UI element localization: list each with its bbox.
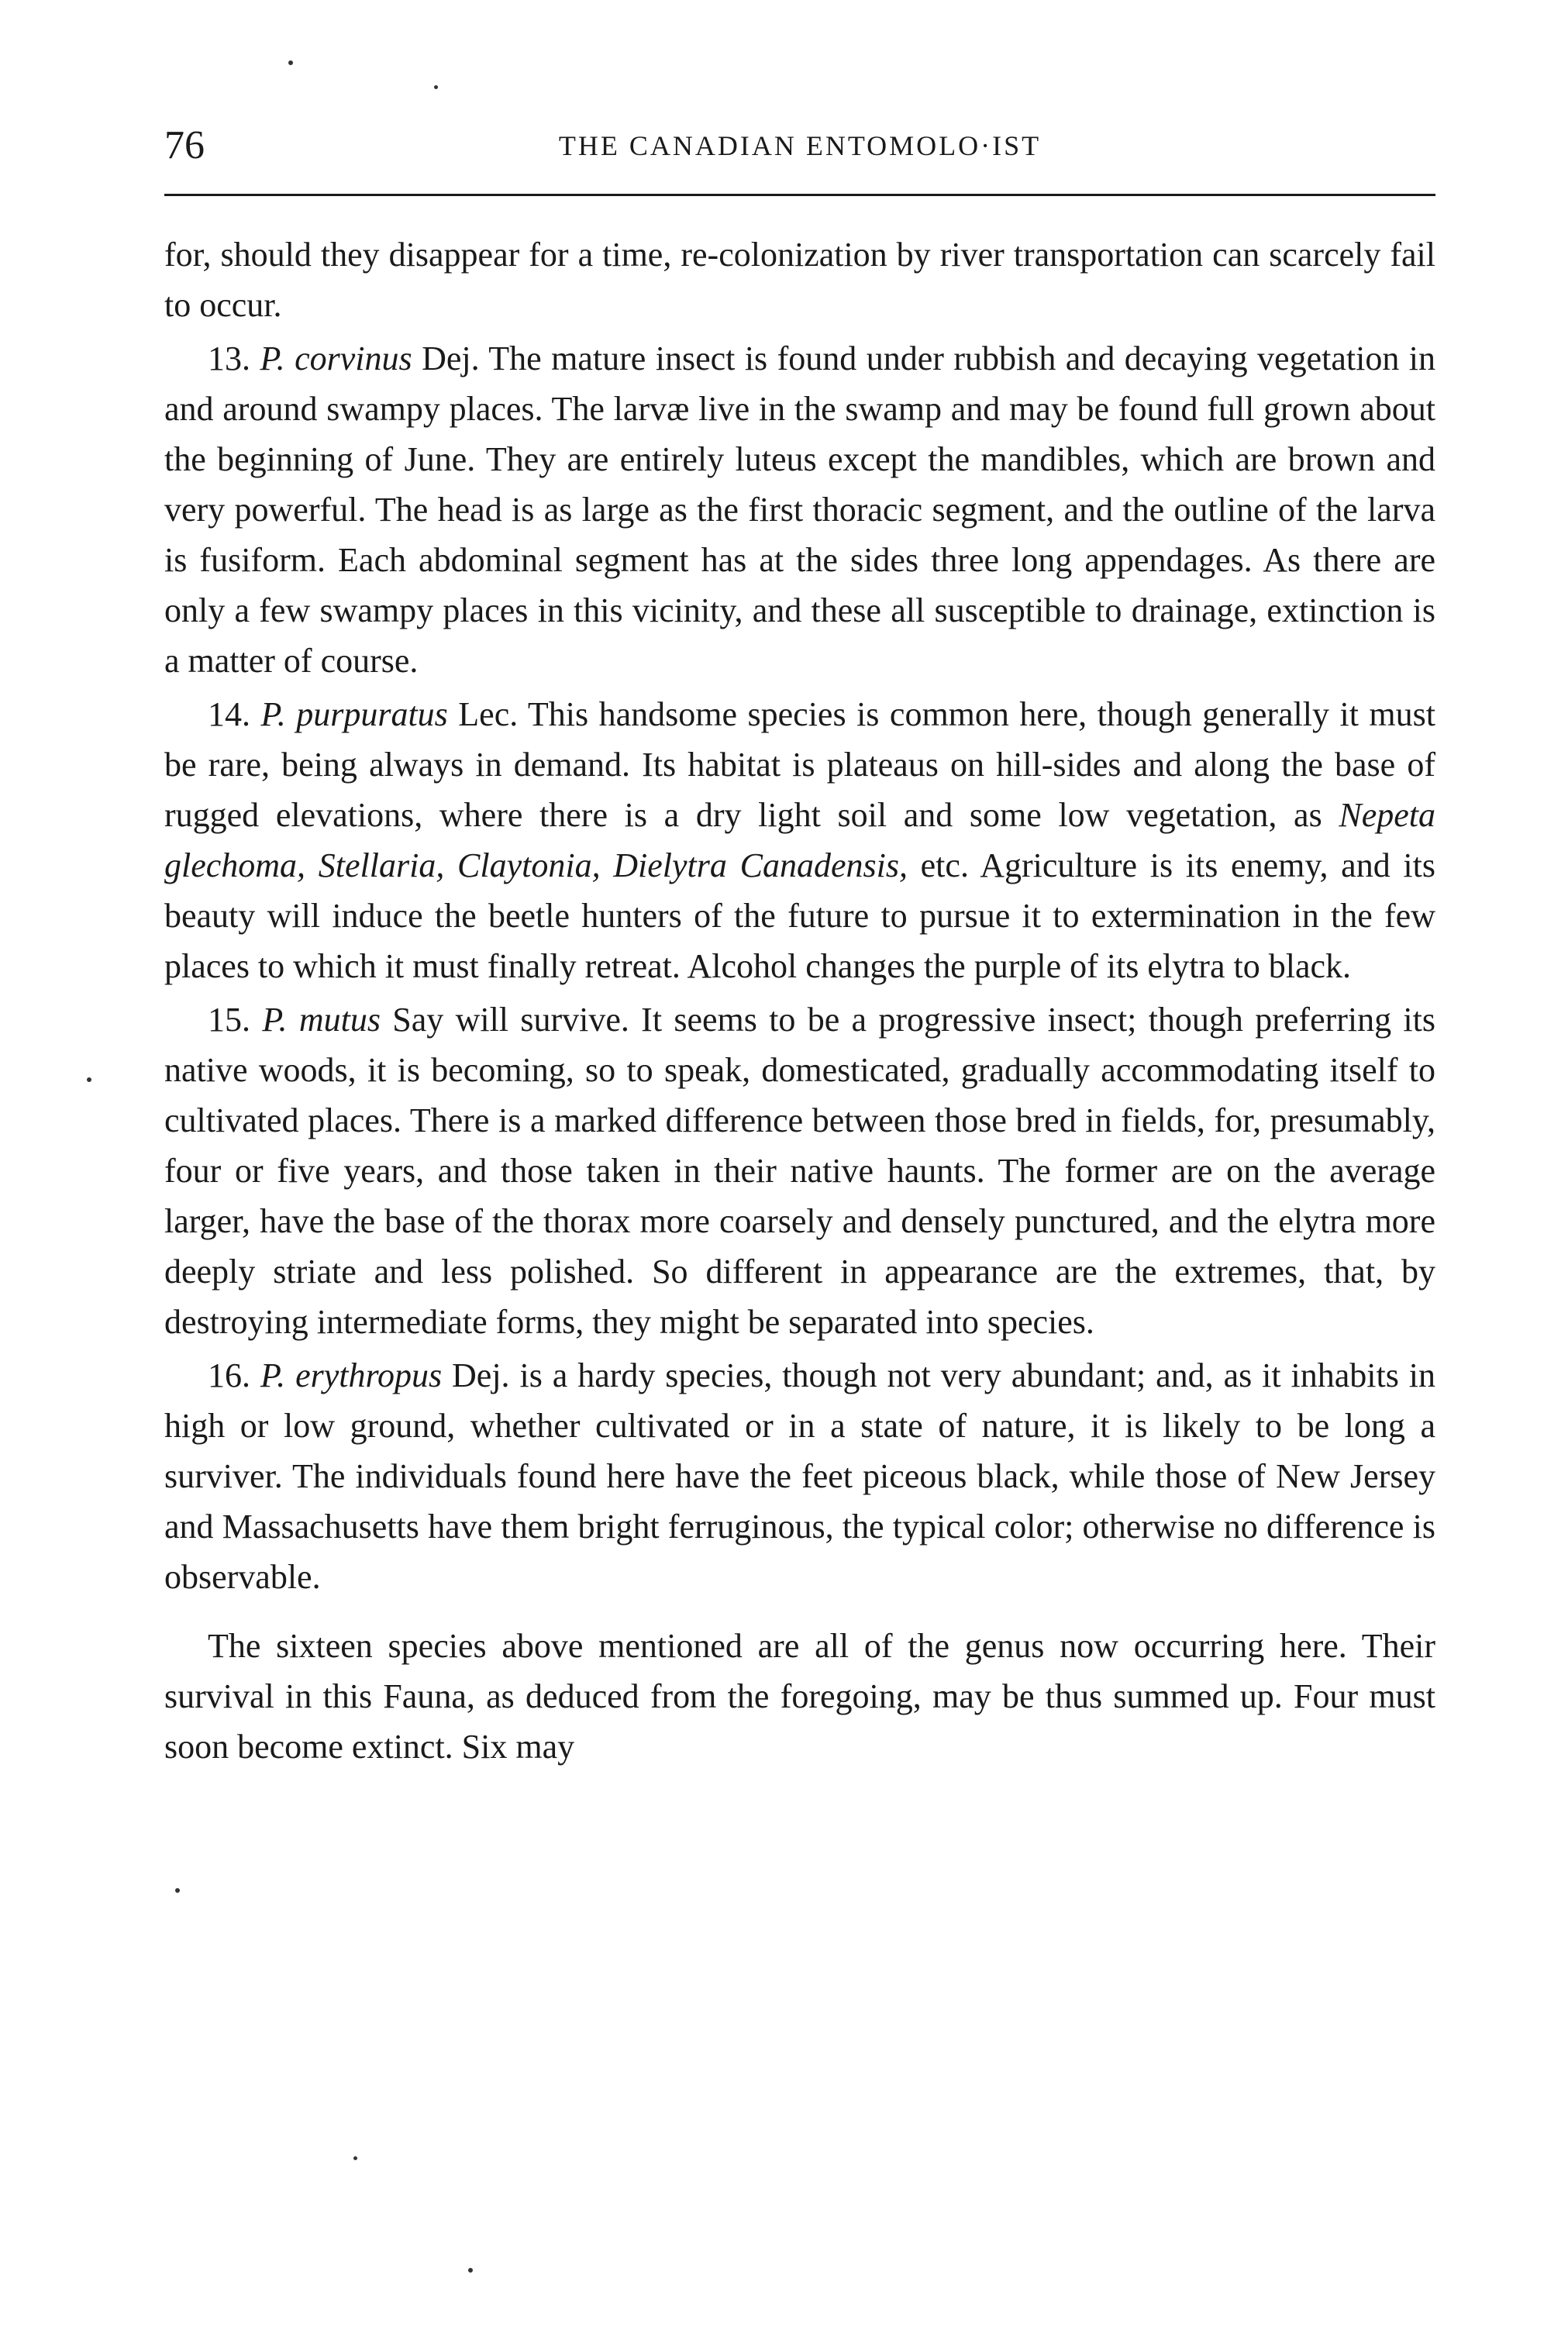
text-run: Say will survive. It seems to be a progressive insect; though preferring its native woods, it is becoming, so to speak, domesticated, gradually accommodating itself to cultivated places. There is a marked difference between those bred in fields, for, presumably, four or five years, and those taken in their native haunts. The former are on the average larger, have the base of the thorax more coarsely and densely punctured, and the elytra more deeply striate and less polished. So different in appearance are the extremes, that, by destroying intermediate forms, they might be separated into species. [164, 1001, 1436, 1341]
scan-speck [288, 60, 293, 65]
paragraph-species-15 [164, 994, 1435, 1347]
text-run: Dej. is a hardy species, though not very abundant; and, as it inhabits in high or low ground, whether cultivated or in a state of nature, it is likely to be long a surviver. The individuals found here have the feet piceous black, while those of New Jersey and Massachusetts have them bright ferruginous, the typical color; otherwise no difference is observable. [164, 1356, 1436, 1596]
page-header [164, 115, 1435, 177]
text-run: etc. Agriculture is its enemy, and its beauty will induce the beetle hunters of the future to pursue it to extermination in the few places to which it must finally retreat. Alcohol changes the purple of its elytra to black. [164, 846, 1435, 985]
species-name: P. corvinus [260, 339, 412, 377]
paragraph-species-13 [164, 333, 1435, 686]
paragraph-summary [164, 1621, 1435, 1772]
species-name: Nepeta glechoma, Stellaria, Claytonia, Dielytra Canadensis, [164, 796, 1435, 884]
scan-speck [175, 1888, 180, 1893]
text-run: 14. [208, 695, 261, 733]
scan-speck [87, 1077, 91, 1082]
text-run: 13. [208, 339, 260, 377]
species-name: P. purpuratus [260, 695, 448, 733]
page-number: 76 [164, 123, 205, 167]
species-name: P. mutus [262, 1001, 381, 1039]
scan-speck [434, 85, 438, 89]
paragraph-species-14 [164, 689, 1435, 991]
running-head: THE CANADIAN ENTOMOLO·IST [558, 130, 1042, 161]
text-run: Dej. The mature insect is found under rubbish and decaying vegetation in and around swampy places. The larvæ live in the swamp and may be found full grown about the beginning of June. They are entirely luteus except the mandibles, which are brown and very powerful. The head is as large as the first thoracic segment, and the outline of the larva is fusiform. Each abdominal segment has at the sides three long appendages. As there are only a few swampy places in this vicinity, and these all susceptible to drainage, extinction is a matter of course. [164, 339, 1435, 680]
species-name: P. erythropus [260, 1356, 443, 1394]
scan-speck [468, 2268, 473, 2273]
paragraph-continuation [164, 229, 1435, 330]
text-run: 16. [208, 1356, 260, 1394]
paragraph-species-16 [164, 1350, 1435, 1602]
scan-speck [353, 2156, 357, 2160]
text-run: The sixteen species above mentioned are all of the genus now occurring here. Their survival in this Fauna, as deduced from the foregoing, may be thus summed up. Four must soon become extinct. Six may [164, 1627, 1435, 1766]
body-text [164, 229, 1435, 1775]
text-run: for, should they disappear for a time, re-colonization by river transportation can scarcely fail to occur. [164, 236, 1435, 324]
header-rule [164, 194, 1435, 196]
text-run: 15. [208, 1001, 263, 1039]
text-run: Lec. This handsome species is common here, though generally it must be rare, being always in demand. Its habitat is plateaus on hill-sides and along the base of rugged elevations, where there is a dry light soil and some low vegetation, as [164, 695, 1435, 834]
